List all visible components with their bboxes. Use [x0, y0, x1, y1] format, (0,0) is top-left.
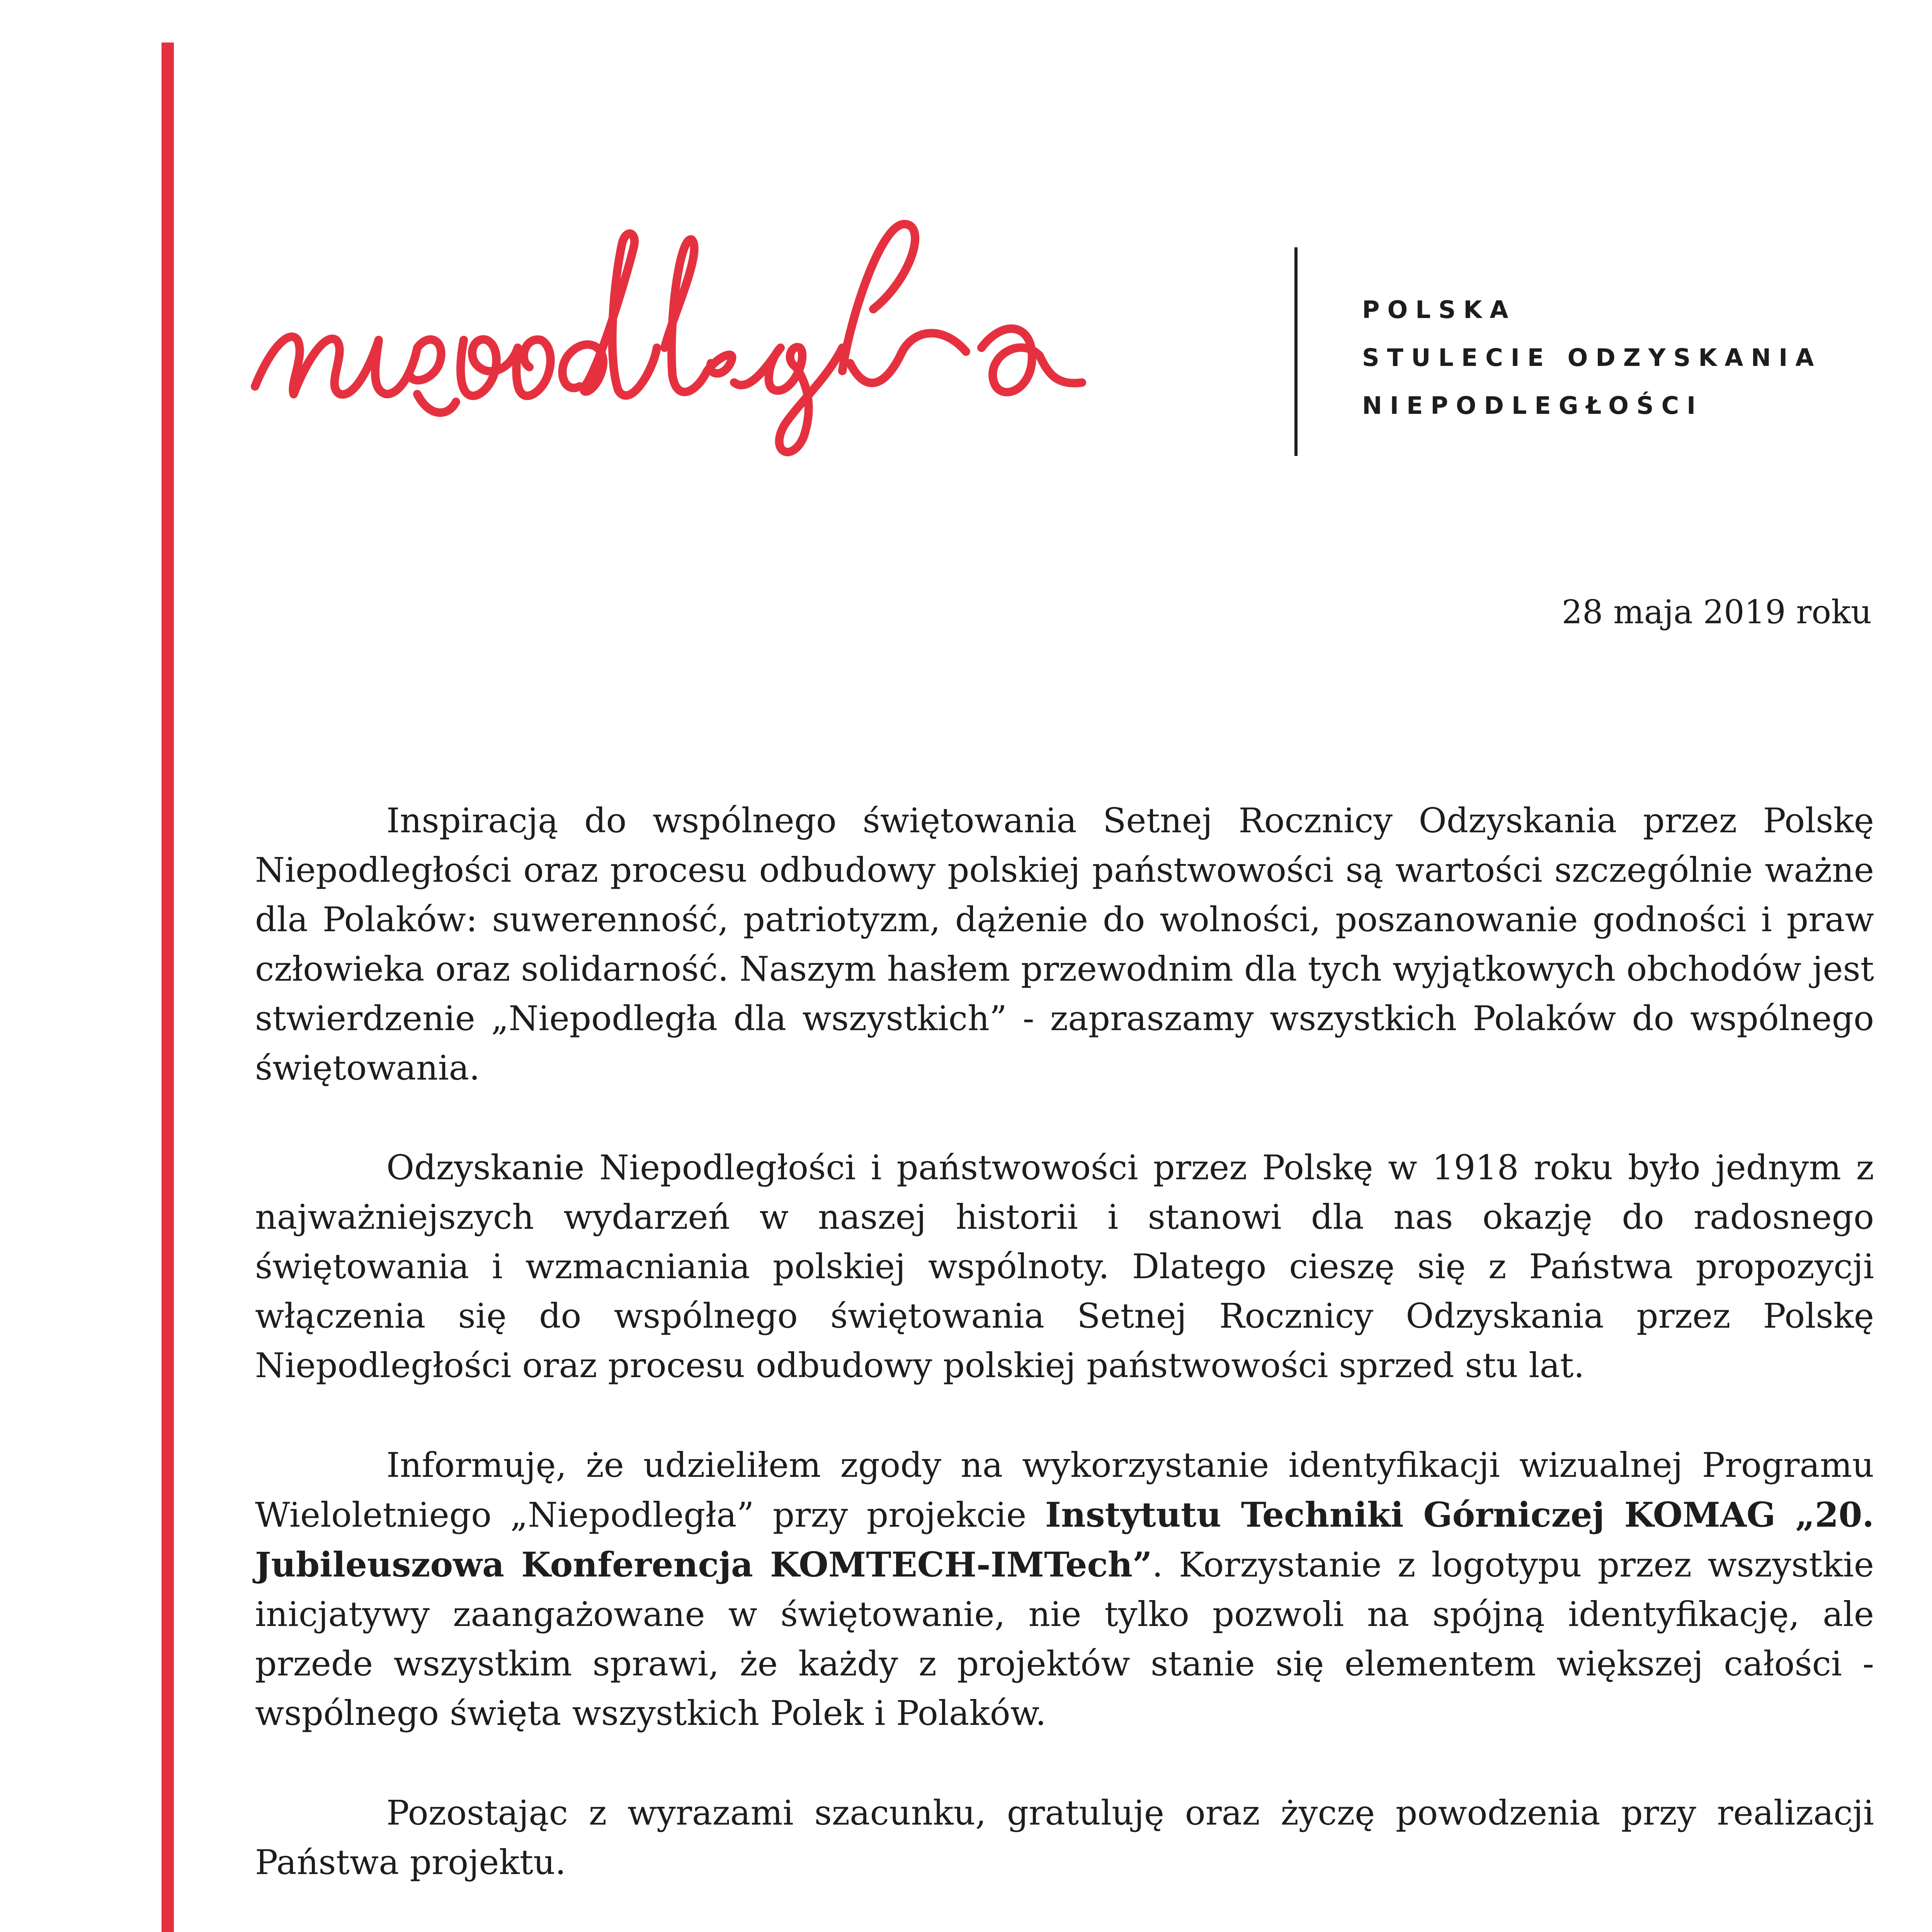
logo-tagline-line: STULECIE ODZYSKANIA — [1362, 344, 1822, 372]
logo-wordmark-strokes — [255, 224, 1082, 452]
letter-body — [255, 796, 1874, 1932]
logo-tagline — [1362, 286, 1821, 430]
paragraph-2: Odzyskanie Niepodległości i państwowości przez Polskę w 1918 roku było jednym z najważniejszych wydarzeń w naszej historii i stanowi dla nas okazję do radosnego świętowania i wzmacniania polskiej wspólnoty. Dlatego cieszę się z Państwa propozycji włączenia się do wspólnego świętowania Setnej Rocznicy Odzyskania przez Polskę Niepodległości oraz procesu odbudowy polskiej państwowości sprzed stu lat. — [255, 1148, 1874, 1385]
paragraph-3-text: Informuję, że udzieliłem zgody na wykorzystanie identyfikacji wizualnej Programu Wieloletniego „Niepodległa” przy projekcie — [255, 1445, 1874, 1535]
paragraph-4: Pozostając z wyrazami szacunku, gratuluję oraz życzę powodzenia przy realizacji Państwa projektu. — [255, 1793, 1874, 1882]
logo-tagline-line: POLSKA — [1362, 296, 1516, 324]
paragraph-3-text-end: . Korzystanie z logotypu przez wszystkie inicjatywy zaangażowane w świętowanie, nie tylko pozwoli na spójną identyfikację, ale przede wszystkim sprawi, że każdy z projektów stanie się elementem większej całości - wspólnego święta wszystkich Polek i Polaków. — [255, 1545, 1874, 1733]
left-red-bar — [162, 43, 174, 1932]
project-name-bold: Instytutu Techniki Górniczej KOMAG „20. Jubileuszowa Konferencja KOMTECH-IMTech” — [255, 1495, 1874, 1585]
paragraph-3 — [255, 1440, 1874, 1738]
niepodlegla-logo — [247, 201, 1229, 479]
logo-tagline-line: NIEPODLEGŁOŚCI — [1362, 391, 1704, 420]
letter-date: 28 maja 2019 roku — [1561, 593, 1872, 631]
paragraph-1: Inspiracją do wspólnego świętowania Setnej Rocznicy Odzyskania przez Polskę Niepodległości oraz procesu odbudowy polskiej państwowości są wartości szczególnie ważne dla Polaków: suwerenność, patriotyzm, dążenie do wolności, poszanowanie godności i praw człowieka oraz solidarność. Naszym hasłem przewodnim dla tych wyjątkowych obchodów jest stwierdzenie „Niepodległa dla wszystkich” - zapraszamy wszystkich Polaków do wspólnego świętowania. — [255, 801, 1874, 1088]
logo-divider — [1294, 247, 1298, 456]
